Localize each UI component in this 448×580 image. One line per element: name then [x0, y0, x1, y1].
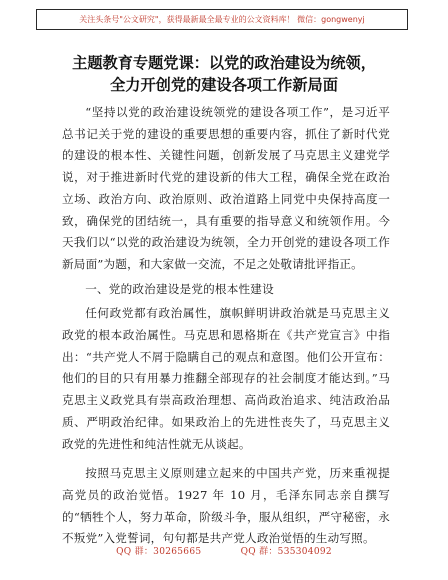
document-title-line-1: 主题教育专题党课：以党的政治建设为统领， [72, 54, 376, 72]
footer-contact [0, 544, 448, 557]
header-notice-text: 关注头条号"公文研究"，获得最新最全最专业的公文资料库！ 微信：gongwenyj [79, 15, 365, 24]
document-body [62, 102, 390, 550]
header-notice-box [36, 9, 408, 30]
body-paragraph: 任何政党都有政治属性，旗帜鲜明讲政治就是马克思主义政党的根本政治属性。马克思和恩格斯在《共产党宣言》中指出：“共产党人不屑于隐瞒自己的观点和意图。他们公开宣布：他们的目的只有用暴力推翻全部现存的社会制度才能达到。”马克思主义政党具有崇高政治理想、高尚政治追求、纯洁政治品质、严明政治纪律。如果政治上的先进性丧失了，马克思主义政党的先进性和纯洁性就无从谈起。 [62, 306, 390, 451]
section-heading: 一、党的政治建设是党的根本性建设 [85, 281, 274, 296]
footer-qq-group-2: QQ 群：535304092 [240, 547, 332, 557]
document-title-line-2: 全力开创党的建设各项工作新局面 [110, 76, 338, 94]
footer-qq-group-1: QQ 群：30265665 [116, 547, 202, 557]
intro-paragraph: “坚持以党的政治建设统领党的建设各项工作”，是习近平总书记关于党的建设的重要思想的重要内容，抓住了新时代党的建设的根本性、关键性问题，创新发展了马克思主义建党学说，对于推进新时代党的建设新的伟大工程，确保全党在政治立场、政治方向、政治原则、政治道路上同党中央保持高度一致，确保党的团结统一，具有重要的指导意义和统领作用。今天我们以“以党的政治建设为统领，全力开创党的建设各项工作新局面”为题，和大家做一交流，不足之处敬请批评指正。 [62, 105, 390, 271]
body-paragraph: 按照马克思主义原则建立起来的中国共产党，历来重视提高党员的政治觉悟。1927 年 10 月，毛泽东同志亲自撰写的“牺牲个人，努力革命，阶级斗争，服从组织，严守秘密，永不叛党”入党誓词，句句都是共产党人政治觉悟的生动写照。 [62, 466, 390, 546]
